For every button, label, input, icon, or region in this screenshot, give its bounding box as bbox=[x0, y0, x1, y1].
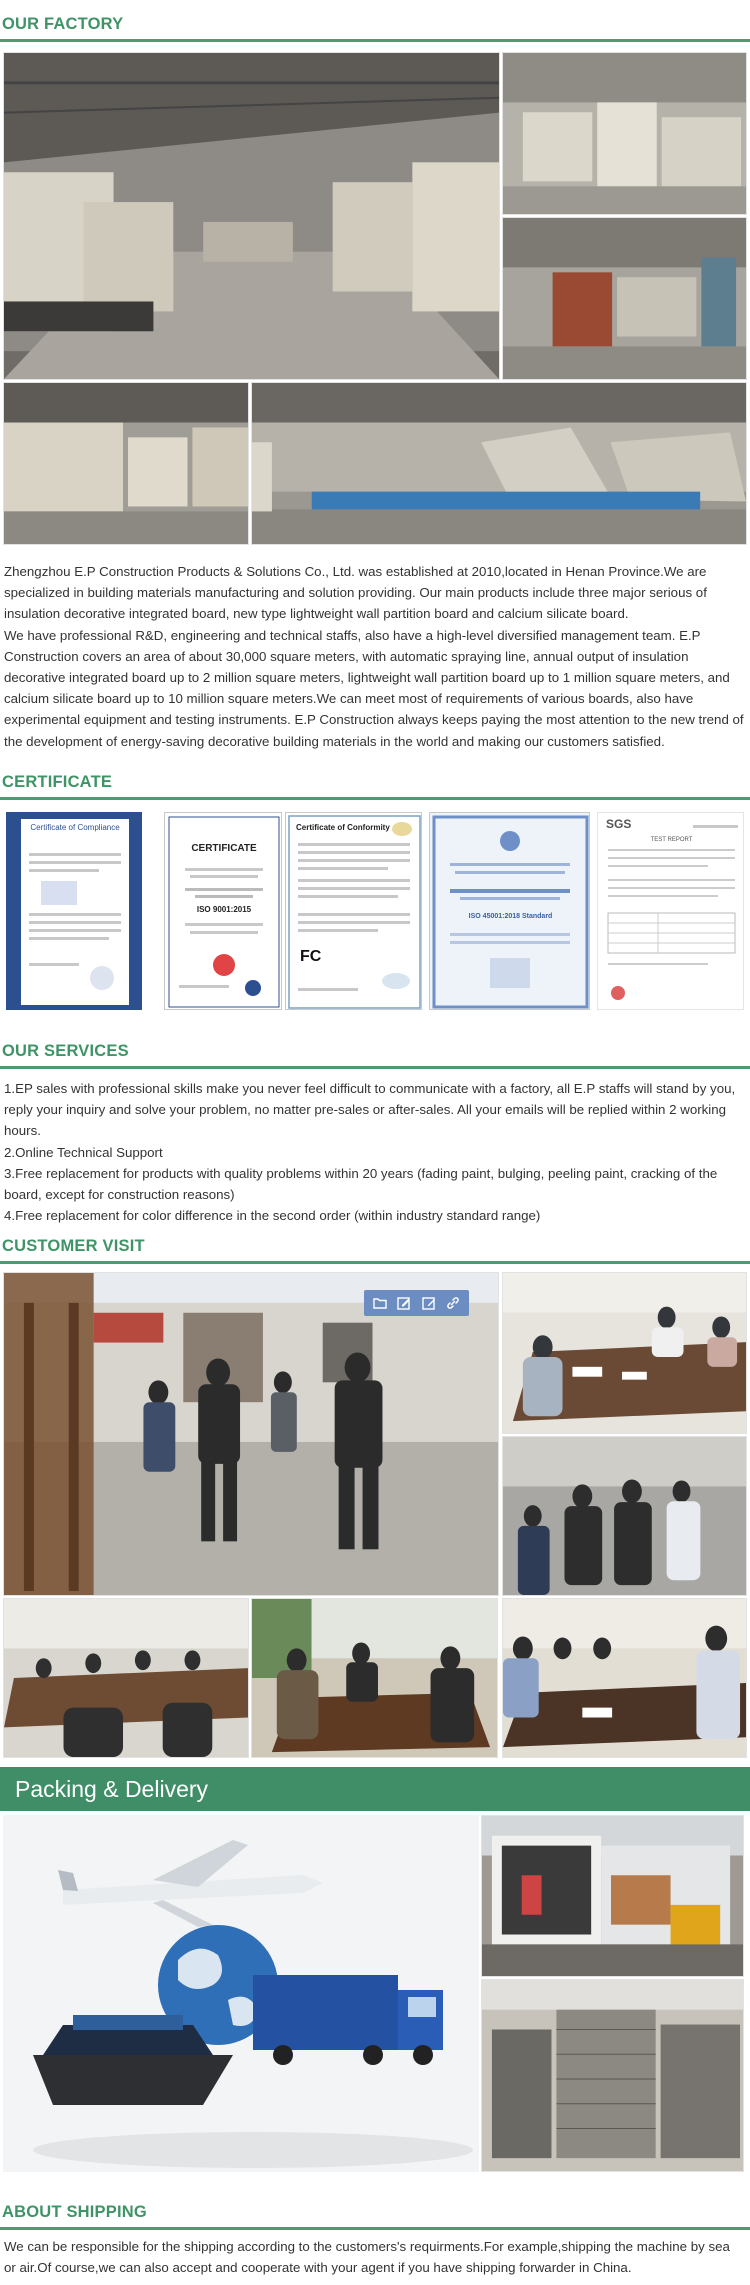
visit-photo-group bbox=[502, 1436, 747, 1596]
certificate-fc-mark: FC bbox=[300, 948, 322, 965]
factory-paragraph-2: We have professional R&D, engineering and technical staffs, also have a high-level diversified management team. E.P Construction covers an area of about 30,000 square meters, with automatic spraying line, annual output of insulation decorative integrated board up to 2 million square meters, lightweight wall partition board up to 1 million square meters, and calcium silicate board up to 10 million square meters.We can meet most of requirements of various boards, also have experimental equipment and testing instruments. E.P Construction always keeps paying the most attention to the new trend of the development of energy-saving decorative building materials in the world and making our customers satisfied. bbox=[4, 627, 744, 749]
services-rule bbox=[0, 1066, 750, 1069]
service-item-2: 2.Online Technical Support bbox=[4, 1144, 163, 1160]
edit-image-icon[interactable] bbox=[394, 1293, 414, 1313]
factory-photo-warehouse bbox=[3, 52, 500, 380]
factory-paragraph-1: Zhengzhou E.P Construction Products & Solutions Co., Ltd. was established at 2010,located in Henan Province.We are specialized in building materials manufacturing and solution providing. Our main products include three major serious of insulation decorative integrated board, new type lightweight wall partition board and calcium silicate board. bbox=[4, 564, 707, 622]
factory-photo-machine bbox=[502, 217, 747, 380]
certificate-iso45001-heading: ISO 45001:2018 Standard bbox=[468, 913, 553, 920]
visit-title: CUSTOMER VISIT bbox=[2, 1237, 145, 1255]
services-header bbox=[0, 1042, 750, 1072]
edit-text-icon[interactable] bbox=[419, 1293, 439, 1313]
certificate-conformity bbox=[285, 812, 422, 1010]
factory-rule bbox=[0, 39, 750, 42]
visit-photo-meeting-3 bbox=[502, 1598, 747, 1758]
packing-photo-stacked-boards bbox=[481, 1979, 744, 2172]
service-item-1: 1.EP sales with professional skills make you never feel difficult to communicate with a factory, all E.P staffs will stand by you, reply your inquiry and solve your problem, no matter pre-sales or after-sales. All your emails will be replied within 2 working hours. bbox=[4, 1081, 736, 1139]
shipping-description bbox=[4, 2236, 744, 2278]
visit-photo-tea-table bbox=[251, 1598, 498, 1758]
certificate-iso9001 bbox=[164, 812, 282, 1010]
certificate-title: CERTIFICATE bbox=[2, 773, 113, 791]
visit-photo-yard bbox=[3, 1272, 499, 1596]
image-toolbar bbox=[364, 1290, 469, 1316]
service-item-3: 3.Free replacement for products with quality problems within 20 years (fading paint, bulging, peeling paint, cracking of the board, except for construction reasons) bbox=[4, 1165, 718, 1203]
packing-title: Packing & Delivery bbox=[15, 1776, 209, 1802]
shipping-rule bbox=[0, 2227, 750, 2230]
visit-rule bbox=[0, 1261, 750, 1264]
services-list bbox=[4, 1078, 744, 1226]
services-title: OUR SERVICES bbox=[2, 1042, 129, 1060]
visit-photo-meeting-2 bbox=[3, 1598, 249, 1758]
shipping-text: We can be responsible for the shipping according to the customers's requirments.For example,shipping the machine by sea or air.Of course,we can also accept and cooperate with your agent if you have shipping forwarder in China. bbox=[4, 2239, 730, 2276]
certificate-sgs-report bbox=[597, 812, 744, 1010]
visit-photo-meeting-1 bbox=[502, 1272, 747, 1434]
packing-photo-truck-loading bbox=[481, 1815, 744, 1977]
factory-photo-stacks bbox=[3, 382, 249, 545]
packing-photo-transport bbox=[3, 1815, 479, 2172]
certificate-sgs-heading: SGS bbox=[606, 817, 632, 831]
certificate-compliance bbox=[6, 812, 142, 1010]
folder-icon[interactable] bbox=[370, 1293, 390, 1313]
certificate-rule bbox=[0, 797, 750, 800]
certificate-iso9001-heading: CERTIFICATE bbox=[191, 843, 257, 854]
shipping-header bbox=[0, 2203, 750, 2233]
factory-photo-line bbox=[251, 382, 747, 545]
factory-title: OUR FACTORY bbox=[2, 15, 124, 33]
visit-header bbox=[0, 1237, 750, 1267]
certificate-iso45001 bbox=[429, 812, 590, 1010]
factory-photo-boards bbox=[502, 52, 747, 215]
packing-band bbox=[0, 1767, 750, 1811]
certificate-header bbox=[0, 773, 750, 803]
certificate-compliance-heading: Certificate of Compliance bbox=[30, 823, 120, 832]
certificate-iso9001-standard: ISO 9001:2015 bbox=[196, 905, 252, 914]
certificate-conformity-heading: Certificate of Conformity bbox=[296, 823, 390, 832]
shipping-title: ABOUT SHIPPING bbox=[2, 2203, 147, 2221]
link-icon[interactable] bbox=[443, 1293, 463, 1313]
factory-header bbox=[0, 15, 750, 45]
certificate-sgs-subheading: TEST REPORT bbox=[650, 837, 693, 843]
factory-description bbox=[4, 561, 744, 752]
service-item-4: 4.Free replacement for color difference in the second order (within industry standard range) bbox=[4, 1208, 541, 1224]
